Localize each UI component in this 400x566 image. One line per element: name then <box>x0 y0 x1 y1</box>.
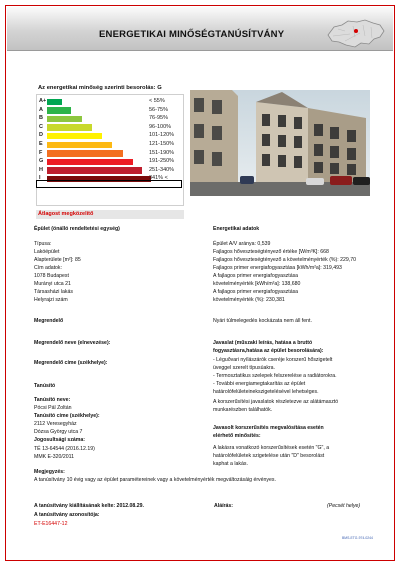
energy-heading: Energetikai adatok <box>213 226 260 232</box>
rating-class-bar <box>47 133 102 140</box>
issue-date: A tanúsítvány kiállításának kelte: 2012.08.29. <box>34 503 144 509</box>
rating-class-range: 191-250% <box>149 158 175 165</box>
heat-loss-value: Fajlagos hőveszteségtényező értéke [W/m³K]: 668 <box>213 249 329 255</box>
rating-class-bar <box>47 116 82 123</box>
rating-class-range: 56-75% <box>149 106 168 113</box>
proposal-heading-line2: fogyasztásra,hatása az épület besorolására): <box>213 348 324 354</box>
rating-class-label: B <box>39 115 43 122</box>
average-label-bar <box>36 210 184 219</box>
registration-number: TÉ 13-64544 (2016.12.19) <box>34 446 95 452</box>
rating-class-range: 151-190% <box>149 149 175 156</box>
rating-class-label: A+ <box>39 98 47 104</box>
primary-req-line2: követelményérték [kWh/m²a]: 138,680 <box>213 281 301 287</box>
rating-class-range: 101-120% <box>149 132 175 139</box>
recommended-line1: A lakásra vonatkozó korszerűsítések esetén "G", a <box>213 445 330 451</box>
building-type-label: Típusa: <box>34 241 52 247</box>
rating-class-label: F <box>39 149 43 156</box>
rating-class-range: < 55% <box>149 98 165 104</box>
certifier-heading: Tanúsító <box>34 383 56 389</box>
certifier-address-label: Tanúsító címe (székhelye): <box>34 413 100 419</box>
rating-class-label: H <box>39 166 43 173</box>
energy-rating-scale <box>36 94 184 206</box>
proposal-line: határolófelületeinekszigetelésével lehetséges. <box>213 389 319 395</box>
building-type-value: Lakóépület <box>34 249 60 255</box>
current-class-highlight <box>36 180 182 188</box>
rating-class-range: 121-150% <box>149 141 175 147</box>
certifier-name-label: Tanúsító neve: <box>34 397 71 403</box>
rating-class-range: 341% < <box>149 175 168 182</box>
certifier-name: Pócsi Pál Zoltán <box>34 405 72 411</box>
av-ratio: Épület A/V aránya: 0,539 <box>213 241 271 247</box>
comments-heading: Megjegyzés: <box>34 469 65 475</box>
certifier-street: Dózsa György utca 7 <box>34 429 83 435</box>
primary-energy: Fajlagos primer energiafogyasztása [kWh/m²a]: 319,493 <box>213 265 342 271</box>
rating-class-bar <box>47 107 71 114</box>
certifier-city: 2112 Veresegyház <box>34 421 77 427</box>
rating-class-bar <box>47 167 142 174</box>
rating-heading: Az energetikai minőség szerinti besorolás: G <box>38 85 162 91</box>
address-street: Murányi utca 21 <box>34 281 71 287</box>
page-title: ENERGETIKAI MINŐSÉGTANÚSÍTVÁNY <box>99 29 285 40</box>
average-label: Átlagost megközelítő <box>38 211 94 217</box>
heat-loss-requirement: Fajlagos hőveszteségtényező a követelményérték (%): 229,70 <box>213 257 357 263</box>
rating-class-label: C <box>39 123 43 130</box>
client-heading: Megrendelő <box>34 318 64 324</box>
rating-class-range: 96-100% <box>149 123 172 130</box>
hungary-map-icon <box>325 17 387 51</box>
proposal-heading-line1: Javaslat (műszaki leírás, hatása a bruttó <box>213 340 313 346</box>
unit-type: Társasházi lakás <box>34 289 73 295</box>
address-city: 1078 Budapest <box>34 273 69 279</box>
signature-label: Aláírás: <box>214 503 234 509</box>
rating-class-bar <box>47 142 112 149</box>
recommended-heading-line1: Javasolt korszerűsítés megvalósítása esetén <box>213 425 324 431</box>
rating-class-label: G <box>39 158 44 165</box>
registration-number-2: MMK E-320/2011 <box>34 454 74 460</box>
rating-class-bar <box>47 150 123 157</box>
title-bar <box>7 7 393 51</box>
details-note-line2: munkarészben találhatók. <box>213 407 273 413</box>
rating-class-range: 251-340% <box>149 166 175 173</box>
primary-pct-line1: A fajlagos primer energiafogyasztása <box>213 289 299 295</box>
rating-class-range: 76-95% <box>149 115 168 122</box>
rating-class-label: I <box>39 175 41 182</box>
client-name-label: Megrendelő neve (elnevezése): <box>34 340 111 346</box>
certificate-id: ET-E16447-12 <box>34 521 68 527</box>
proposal-line: - Léguðvari nyílászárók cseréje korszerű hőszigetelt <box>213 357 333 363</box>
building-heading: Épület (önálló rendeltetési egység) <box>34 226 120 232</box>
registration-label: Jogosultsági száma: <box>34 437 86 443</box>
recommended-line2: határolófelületek szigetelése után "D" besorolást <box>213 453 325 459</box>
rating-class-bar <box>47 99 62 106</box>
rating-class-label: E <box>39 141 43 147</box>
recommended-heading-line2: elérhető minősítés: <box>213 433 261 439</box>
primary-pct-line2: követelményérték (%): 230,381 <box>213 297 285 303</box>
proposal-line: - További energiamegtakarítás az épület <box>213 381 306 387</box>
certificate-id-label: A tanúsítvány azonosítója: <box>34 512 100 518</box>
client-address-label: Megrendelő címe (székhelye): <box>34 360 108 366</box>
recommended-line3: kaphat a lakás. <box>213 461 248 467</box>
stamp-placeholder: (Pecsét helye) <box>327 503 361 509</box>
building-photo <box>190 90 370 196</box>
parcel-number: Helyrajzi szám <box>34 297 68 303</box>
proposal-line: - Termosztatikus szelepek felszerelése a radiátorokra. <box>213 373 337 379</box>
comments-text: A tanúsítvány 10 évig vagy az épület paramétereinek vagy a követelményérték megváltozásáig érvényes. <box>34 477 276 483</box>
primary-req-line1: A fajlagos primer energiafogyasztása <box>213 273 299 279</box>
address-label: Cím adatok: <box>34 265 62 271</box>
rating-class-label: D <box>39 132 43 139</box>
overheating-note: Nyári túlmelegedés kockázata nem áll fent. <box>213 318 312 324</box>
rating-class-bar <box>47 124 92 131</box>
page-code: BMS-ETG-974-0244 <box>342 536 373 540</box>
building-area: Alapterülete [m²]: 85 <box>34 257 81 263</box>
rating-class-bar <box>47 159 133 166</box>
details-note-line1: A korszerűsítési javaslatok részletezve az alátámasztó <box>213 399 339 405</box>
proposal-line: üveggel szerelt típusúakra. <box>213 365 275 371</box>
rating-class-label: A <box>39 106 43 113</box>
